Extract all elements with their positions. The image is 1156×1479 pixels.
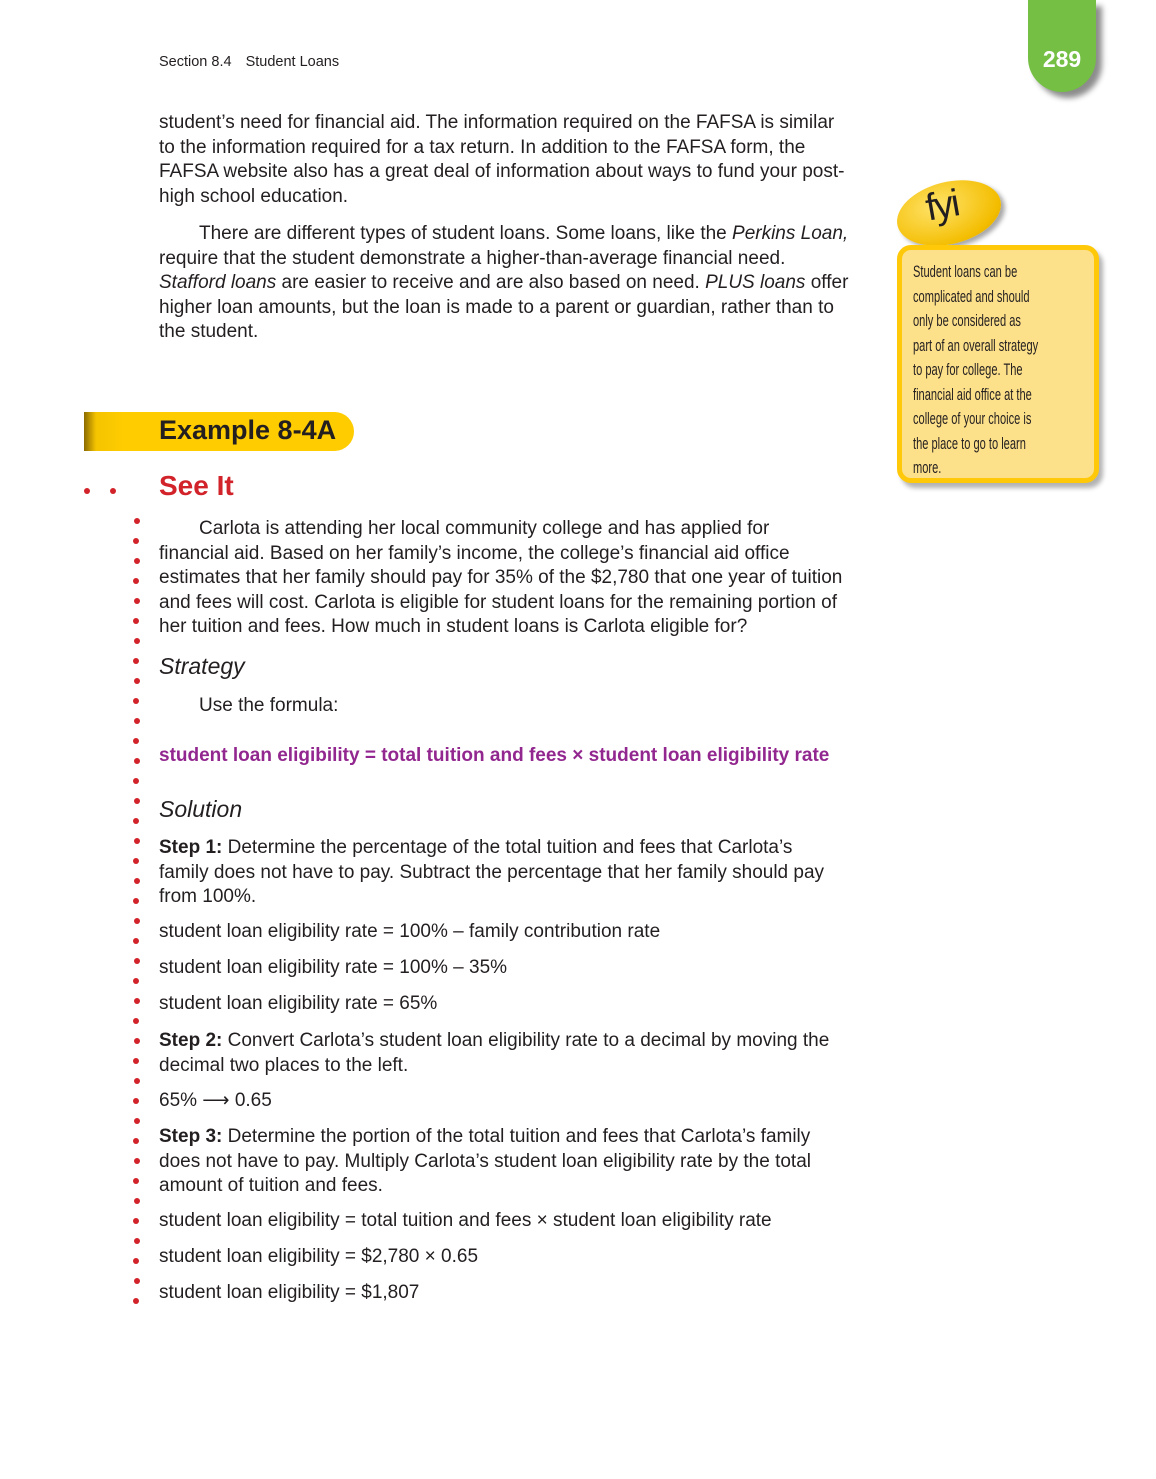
dot (134, 1278, 140, 1284)
text-segment: high school education. (159, 185, 349, 207)
running-header (159, 54, 353, 70)
intro-paragraph-2 (159, 222, 899, 345)
step-3 (159, 1125, 899, 1199)
dot (133, 698, 139, 704)
dot (133, 938, 139, 944)
dot (134, 1038, 140, 1044)
text-segment: amount of tuition and fees. (159, 1175, 383, 1196)
text-line (159, 542, 899, 567)
text-segment: family does not have to pay. Subtract the percentage that her family should pay (159, 861, 825, 883)
fyi-label: fyi (922, 182, 962, 230)
dot (134, 1158, 140, 1164)
step-2 (159, 1029, 899, 1078)
dot (134, 998, 140, 1004)
problem-text (159, 517, 899, 640)
text-segment: require that the student demonstrate a higher-than-average financial need. (159, 247, 786, 269)
dot (133, 1298, 139, 1304)
text-segment: Stafford loans (159, 272, 277, 293)
section-title: Student Loans (245, 54, 340, 70)
dot (133, 1018, 139, 1024)
fyi-line: only be considered as (913, 312, 1021, 330)
text-segment: higher loan amounts, but the loan is made to a parent or guardian, rather than to (159, 296, 834, 318)
intro-paragraph-1 (159, 111, 899, 209)
dot (134, 918, 140, 924)
dot (134, 758, 140, 764)
dot (134, 1238, 140, 1244)
fyi-line: complicated and should (913, 287, 1030, 306)
text-segment: FAFSA website also has a great deal of information about ways to fund your post- (159, 161, 845, 182)
dot (133, 1258, 139, 1264)
text-line (159, 222, 899, 247)
text-segment: There are different types of student loans. Some loans, like the (199, 223, 733, 244)
dot (133, 738, 139, 744)
dot (134, 638, 140, 644)
text-segment: and fees will cost. Carlota is eligible for student loans for the remaining portion of (159, 591, 838, 613)
text-segment: does not have to pay. Multiply Carlota’s student loan eligibility rate by the total (159, 1150, 812, 1172)
solution-heading: Solution (159, 796, 243, 822)
dot (133, 1098, 139, 1104)
dot (134, 518, 140, 524)
equation: student loan eligibility rate = 65% (159, 993, 438, 1014)
text-segment: offer (805, 272, 849, 293)
text-segment: from 100%. (159, 886, 257, 907)
text-segment: Perkins Loan, (732, 223, 849, 244)
dot (134, 798, 140, 804)
text-segment: financial aid. Based on her family’s income, the college’s financial aid office (159, 542, 790, 564)
page-number-tab: 289 (1028, 0, 1096, 92)
text-line (159, 185, 899, 210)
dot (133, 1178, 139, 1184)
dot (134, 1118, 140, 1124)
formula: student loan eligibility = total tuition and fees × student loan eligibility rate (159, 745, 830, 766)
text-segment: Determine the portion of the total tuition and fees that Carlota’s family (222, 1126, 811, 1147)
section-number: Section 8.4 (159, 54, 232, 70)
text-line (159, 296, 899, 321)
text-segment: PLUS loans (705, 272, 806, 293)
fyi-line: more. (913, 459, 942, 477)
equation: student loan eligibility = $1,807 (159, 1282, 420, 1303)
text-line (159, 517, 899, 542)
dot (133, 818, 139, 824)
dot (134, 558, 140, 564)
fyi-text (913, 260, 1066, 481)
text-segment: Step 2: (159, 1030, 223, 1051)
text-line (159, 247, 899, 272)
dot (134, 718, 140, 724)
text-line (159, 591, 899, 616)
example-banner (84, 412, 354, 451)
text-line (159, 271, 899, 296)
see-it-heading: See It (159, 470, 234, 501)
equation: 65% ⟶ 0.65 (159, 1090, 272, 1111)
dot (134, 958, 140, 964)
text-line (159, 615, 899, 640)
text-line (159, 1150, 899, 1175)
text-line (159, 111, 899, 136)
dot (133, 778, 139, 784)
text-segment: her tuition and fees. How much in student loans is Carlota eligible for? (159, 616, 748, 637)
fyi-line: the place to go to learn (913, 434, 1026, 453)
text-segment: Convert Carlota’s student loan eligibility rate to a decimal by moving the (222, 1030, 830, 1051)
dot (133, 658, 139, 664)
dot (133, 898, 139, 904)
dot (134, 1078, 140, 1084)
text-line (159, 136, 899, 161)
text-line (159, 1174, 899, 1199)
step-1 (159, 836, 899, 910)
text-segment: the student. (159, 321, 259, 342)
fyi-line: part of an overall strategy (913, 336, 1039, 355)
fyi-line: financial aid office at the (913, 385, 1032, 404)
fyi-line: to pay for college. The (913, 361, 1023, 379)
fyi-line: Student loans can be (913, 263, 1018, 281)
text-line (159, 320, 899, 345)
equation: student loan eligibility rate = 100% – 35% (159, 957, 508, 978)
dot (134, 1198, 140, 1204)
dot (134, 838, 140, 844)
dot (84, 488, 90, 494)
dot (133, 858, 139, 864)
text-segment: Step 3: (159, 1126, 223, 1147)
dot (133, 538, 139, 544)
dot (133, 1218, 139, 1224)
dot (133, 1058, 139, 1064)
text-line (159, 885, 899, 910)
text-segment: Carlota is attending her local community college and has applied for (199, 518, 770, 539)
text-line (159, 160, 899, 185)
example-label: Example 8-4A (159, 415, 337, 445)
fyi-note (897, 245, 1099, 483)
text-segment: Determine the percentage of the total tuition and fees that Carlota’s (222, 837, 793, 858)
text-segment: Step 1: (159, 837, 223, 858)
text-segment: decimal two places to the left. (159, 1054, 409, 1076)
dot (133, 1138, 139, 1144)
text-segment: student’s need for financial aid. The information required on the FAFSA is similar (159, 112, 835, 133)
equation: student loan eligibility = total tuition and fees × student loan eligibility rate (159, 1210, 772, 1231)
fyi-line: college of your choice is (913, 410, 1032, 428)
text-segment: to the information required for a tax return. In addition to the FAFSA form, the (159, 136, 806, 158)
equation: student loan eligibility = $2,780 × 0.65 (159, 1246, 479, 1267)
use-formula-text: Use the formula: (199, 695, 339, 716)
dot (134, 678, 140, 684)
dot (134, 878, 140, 884)
text-line (159, 1125, 899, 1150)
text-line (159, 1029, 899, 1054)
dot (110, 488, 116, 494)
equation: student loan eligibility rate = 100% – family contribution rate (159, 921, 661, 942)
text-segment: estimates that her family should pay for 35% of the $2,780 that one year of tuition (159, 567, 843, 588)
text-line (159, 836, 899, 861)
text-line (159, 1054, 899, 1079)
strategy-heading: Strategy (159, 653, 245, 679)
dot (134, 598, 140, 604)
text-line (159, 861, 899, 886)
dot (133, 578, 139, 584)
text-segment: are easier to receive and are also based on need. (276, 272, 706, 293)
text-line (159, 566, 899, 591)
dot (133, 618, 139, 624)
dot (133, 978, 139, 984)
